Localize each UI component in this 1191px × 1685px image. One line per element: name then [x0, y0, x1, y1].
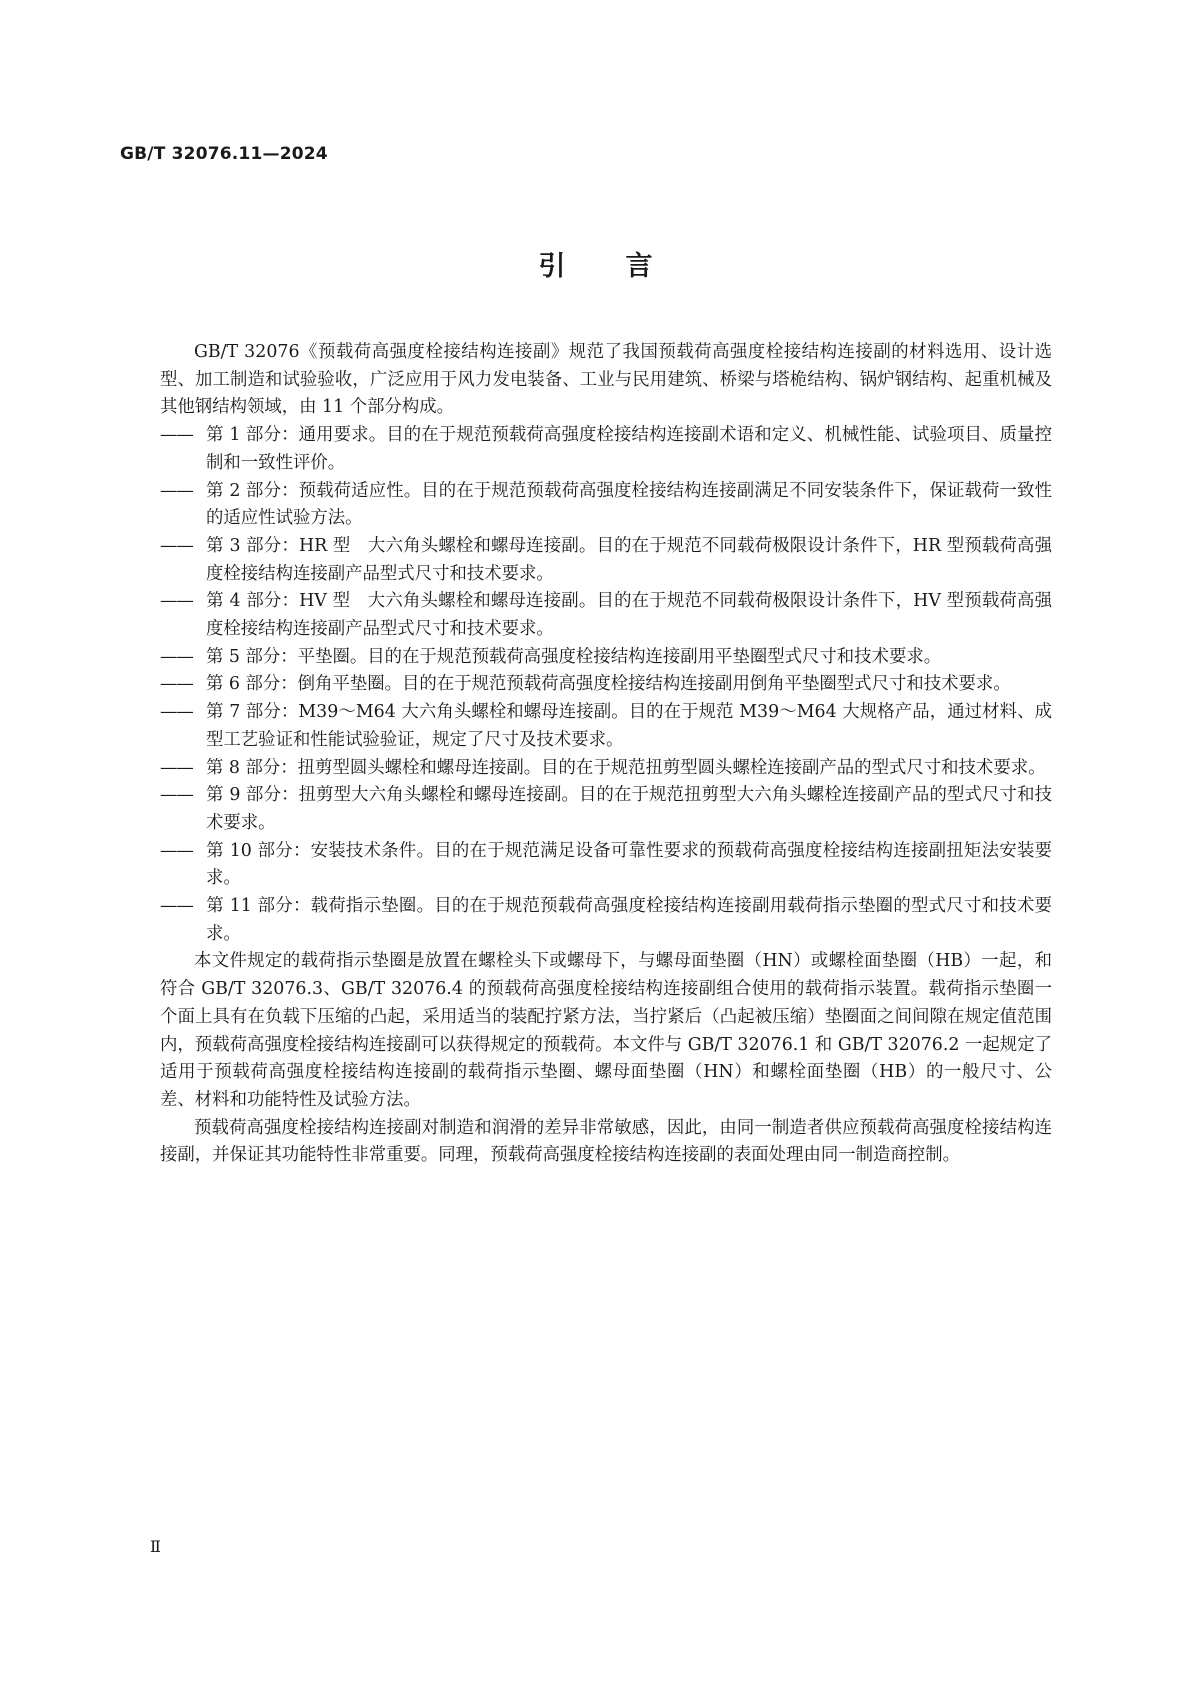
- body-paragraph: 预载荷高强度栓接结构连接副对制造和润滑的差异非常敏感，因此，由同一制造者供应预载荷高强度栓接结构连接副，并保证其功能特性非常重要。同理，预载荷高强度栓接结构连接副的表面处理由同一制造商控制。: [160, 1117, 1052, 1166]
- list-item-text: 第 1 部分：通用要求。目的在于规范预载荷高强度栓接结构连接副术语和定义、机械性能、试验项目、质量控制和一致性评价。: [206, 425, 1052, 473]
- list-item: [160, 422, 1052, 477]
- list-item-text: 第 5 部分：平垫圈。目的在于规范预载荷高强度栓接结构连接副用平垫圈型式尺寸和技术要求。: [206, 646, 942, 667]
- parts-list: [160, 422, 1052, 948]
- list-dash: ——: [160, 896, 193, 917]
- body-paragraph: 本文件规定的载荷指示垫圈是放置在螺栓头下或螺母下，与螺母面垫圈（HN）或螺栓面垫圈（HB）一起，和符合 GB/T 32076.3、GB/T 32076.4 的预载荷高强度栓接结构连接副组合使用的载荷指示装置。载荷指示垫圈一个面上具有在负载下压缩的凸起，采用适当的装配拧紧方法，当拧紧后（凸起被压缩）垫圈面之间间隙在规定值范围内，预载荷高强度栓接结构连接副可以获得规定的预载荷。本文件与 GB/T 32076.1 和 GB/T 32076.2 一起规定了适用于预载荷高强度栓接结构连接副的载荷指示垫圈、螺母面垫圈（HN）和螺栓面垫圈（HB）的一般尺寸、公差、材料和功能特性及试验方法。: [160, 951, 1052, 1110]
- list-item: [160, 644, 1052, 672]
- list-dash: ——: [160, 702, 193, 723]
- list-dash: ——: [160, 646, 193, 667]
- list-item: [160, 671, 1052, 699]
- list-item-text: 第 2 部分：预载荷适应性。目的在于规范预载荷高强度栓接结构连接副满足不同安装条件下，保证载荷一致性的适应性试验方法。: [206, 480, 1052, 529]
- body-text: [160, 339, 1052, 1170]
- list-dash: ——: [160, 425, 193, 446]
- list-item: [160, 755, 1052, 783]
- list-item: [160, 699, 1052, 754]
- list-dash: ——: [160, 840, 193, 861]
- list-dash: ——: [160, 535, 193, 556]
- list-item: [160, 893, 1052, 948]
- list-item-text: 第 4 部分：HV 型 大六角头螺栓和螺母连接副。目的在于规范不同载荷极限设计条件下，HV 型预载荷高强度栓接结构连接副产品型式尺寸和技术要求。: [206, 591, 1052, 640]
- list-item: [160, 588, 1052, 643]
- list-item: [160, 478, 1052, 533]
- page-number: Ⅱ: [150, 1537, 161, 1556]
- list-item-text: 第 3 部分：HR 型 大六角头螺栓和螺母连接副。目的在于规范不同载荷极限设计条件下，HR 型预载荷高强度栓接结构连接副产品型式尺寸和技术要求。: [206, 535, 1052, 584]
- list-item-text: 第 6 部分：倒角平垫圈。目的在于规范预载荷高强度栓接结构连接副用倒角平垫圈型式尺寸和技术要求。: [206, 674, 1011, 695]
- list-item-text: 第 10 部分：安装技术条件。目的在于规范满足设备可靠性要求的预载荷高强度栓接结构连接副扭矩法安装要求。: [206, 840, 1052, 889]
- list-item-text: 第 7 部分：M39～M64 大六角头螺栓和螺母连接副。目的在于规范 M39～M64 大规格产品，通过材料、成型工艺验证和性能试验验证，规定了尺寸及技术要求。: [206, 702, 1052, 750]
- list-item-text: 第 8 部分：扭剪型圆头螺栓和螺母连接副。目的在于规范扭剪型圆头螺栓连接副产品的型式尺寸和技术要求。: [206, 757, 1046, 778]
- list-item-text: 第 11 部分：载荷指示垫圈。目的在于规范预载荷高强度栓接结构连接副用载荷指示垫圈的型式尺寸和技术要求。: [206, 896, 1052, 944]
- list-item: [160, 838, 1052, 893]
- list-dash: ——: [160, 674, 193, 695]
- section-title: 引言: [538, 251, 713, 282]
- list-item-text: 第 9 部分：扭剪型大六角头螺栓和螺母连接副。目的在于规范扭剪型大六角头螺栓连接副产品的型式尺寸和技术要求。: [206, 785, 1052, 833]
- list-dash: ——: [160, 785, 193, 806]
- list-item: [160, 533, 1052, 588]
- list-dash: ——: [160, 480, 193, 501]
- list-item: [160, 782, 1052, 837]
- list-dash: ——: [160, 757, 193, 778]
- list-dash: ——: [160, 591, 193, 612]
- document-id: GB/T 32076.11—2024: [120, 144, 328, 164]
- intro-paragraph: GB/T 32076《预载荷高强度栓接结构连接副》规范了我国预载荷高强度栓接结构连接副的材料选用、设计选型、加工制造和试验验收，广泛应用于风力发电装备、工业与民用建筑、桥梁与塔桅结构、锅炉钢结构、起重机械及其他钢结构领域，由 11 个部分构成。: [160, 342, 1052, 418]
